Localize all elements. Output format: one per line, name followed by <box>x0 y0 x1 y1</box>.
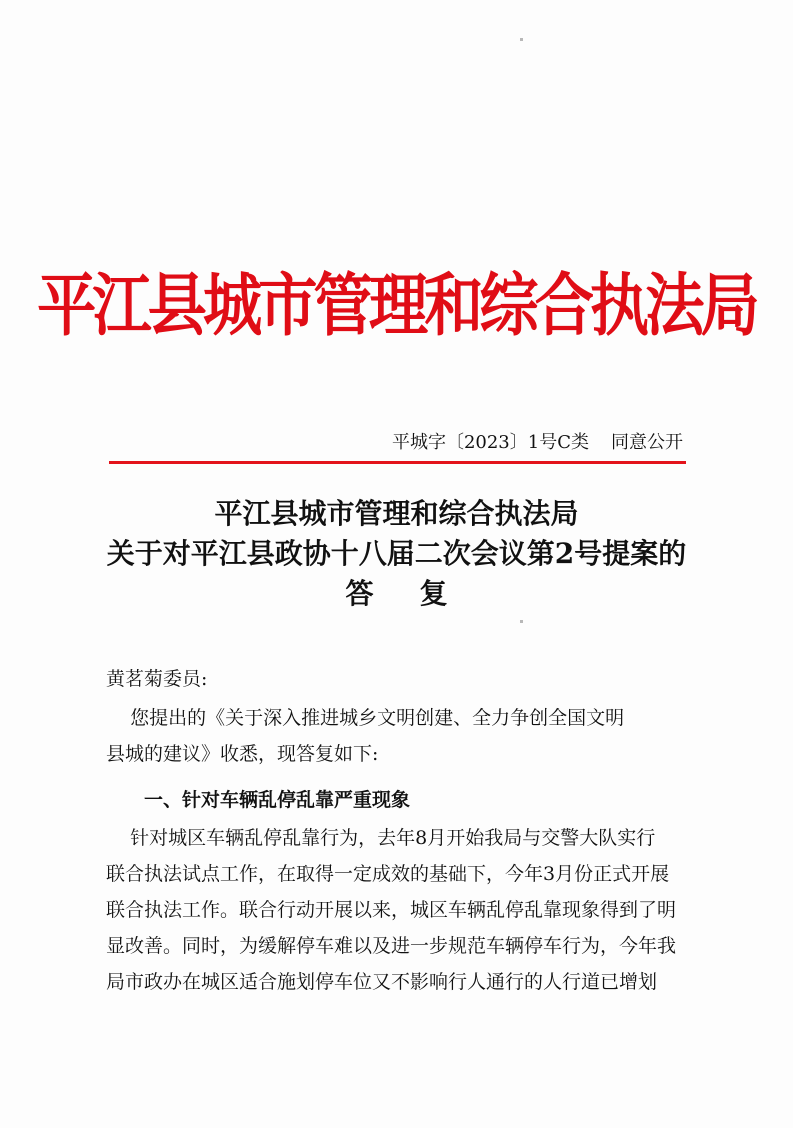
intro-line: 县城的建议》收悉，现答复如下: <box>106 743 379 765</box>
disclosure-label: 同意公开 <box>611 432 683 453</box>
paragraph-line: 局市政办在城区适合施划停车位又不影响行人通行的人行道已增划 <box>106 971 658 993</box>
title-line-2: 关于对平江县政协十八届二次会议第2号提案的 <box>106 537 687 570</box>
section-1-paragraph <box>106 820 696 1000</box>
scan-speck <box>520 620 523 623</box>
intro-line: 您提出的《关于深入推进城乡文明创建、全力争创全国文明 <box>106 707 625 729</box>
title-line-3: 答复 <box>345 577 494 610</box>
document-title <box>0 494 793 614</box>
document-number-line <box>392 428 683 454</box>
paragraph-line: 联合执法试点工作，在取得一定成效的基础下，今年3月份正式开展 <box>106 863 670 885</box>
paragraph-line: 联合执法工作。联合行动开展以来，城区车辆乱停乱靠现象得到了明 <box>106 899 677 921</box>
red-divider-line <box>109 461 686 464</box>
title-line-1: 平江县城市管理和综合执法局 <box>214 497 579 530</box>
scan-speck <box>520 38 523 41</box>
paragraph-line: 显改善。同时，为缓解停车难以及进一步规范车辆停车行为，今年我 <box>106 935 677 957</box>
issuer-header: 平江县城市管理和综合执法局 <box>37 266 756 346</box>
section-heading-1: 一、针对车辆乱停乱靠严重现象 <box>144 789 411 811</box>
document-number: 平城字〔2023〕1号C类 <box>391 432 589 453</box>
intro-paragraph <box>106 700 696 772</box>
paragraph-line: 针对城区车辆乱停乱靠行为，去年8月开始我局与交警大队实行 <box>106 827 656 849</box>
salutation: 黄茗菊委员: <box>106 668 208 690</box>
